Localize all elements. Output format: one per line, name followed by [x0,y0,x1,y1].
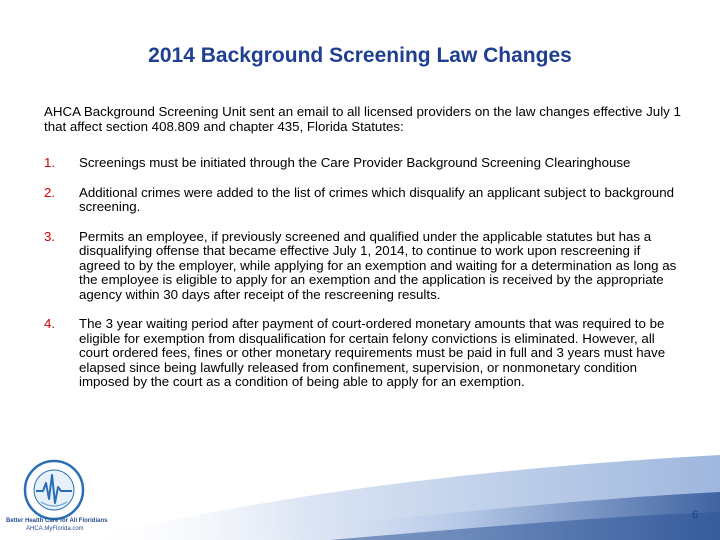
list-text: The 3 year waiting period after payment of court-ordered monetary amounts that was required to be eligible for exemption from disqualification for certain felony convictions is eliminated. However, all court ordered fees, fines or other monetary requirements must be paid in full and 3 years must have elapsed since being lawfully released from confinement, supervision, or nonmonetary condition imposed by the court as a condition of being able to apply for an exemption. [79,316,666,389]
list-number: 3. [44,228,56,244]
footer-tagline: Better Health Care for All Floridians [6,518,108,524]
list-number: 4. [44,316,56,331]
law-changes-list [44,156,684,405]
footer-website: AHCA.MyFlorida.com [26,526,84,532]
slide-title: 2014 Background Screening Law Changes [148,44,572,67]
list-number: 2. [44,184,56,200]
list-text: Screenings must be initiated through the Care Provider Background Screening Clearinghouse [79,155,631,170]
list-text: Additional crimes were added to the list of crimes which disqualify an applicant subject to background screening. [79,184,674,214]
list-number: 1. [44,155,56,170]
list-item [44,186,684,215]
list-item [44,230,684,303]
list-item [44,156,684,171]
list-item [44,317,684,390]
list-text: Permits an employee, if previously screened and qualified under the applicable statutes but has a disqualifying offense that became effective July 1, 2014, to continue to work upon rescreening if agreed to by the employer, while applying for an exemption and waiting for a determination as long as the employee is eligible to apply for an exemption and the application is received by the appropriate agency within 30 days after receipt of the rescreening results. [79,228,677,302]
intro-paragraph: AHCA Background Screening Unit sent an email to all licensed providers on the law changes effective July 1 that affect section 408.809 and chapter 435, Florida Statutes: [44,104,681,134]
page-number: 6 [692,509,699,521]
